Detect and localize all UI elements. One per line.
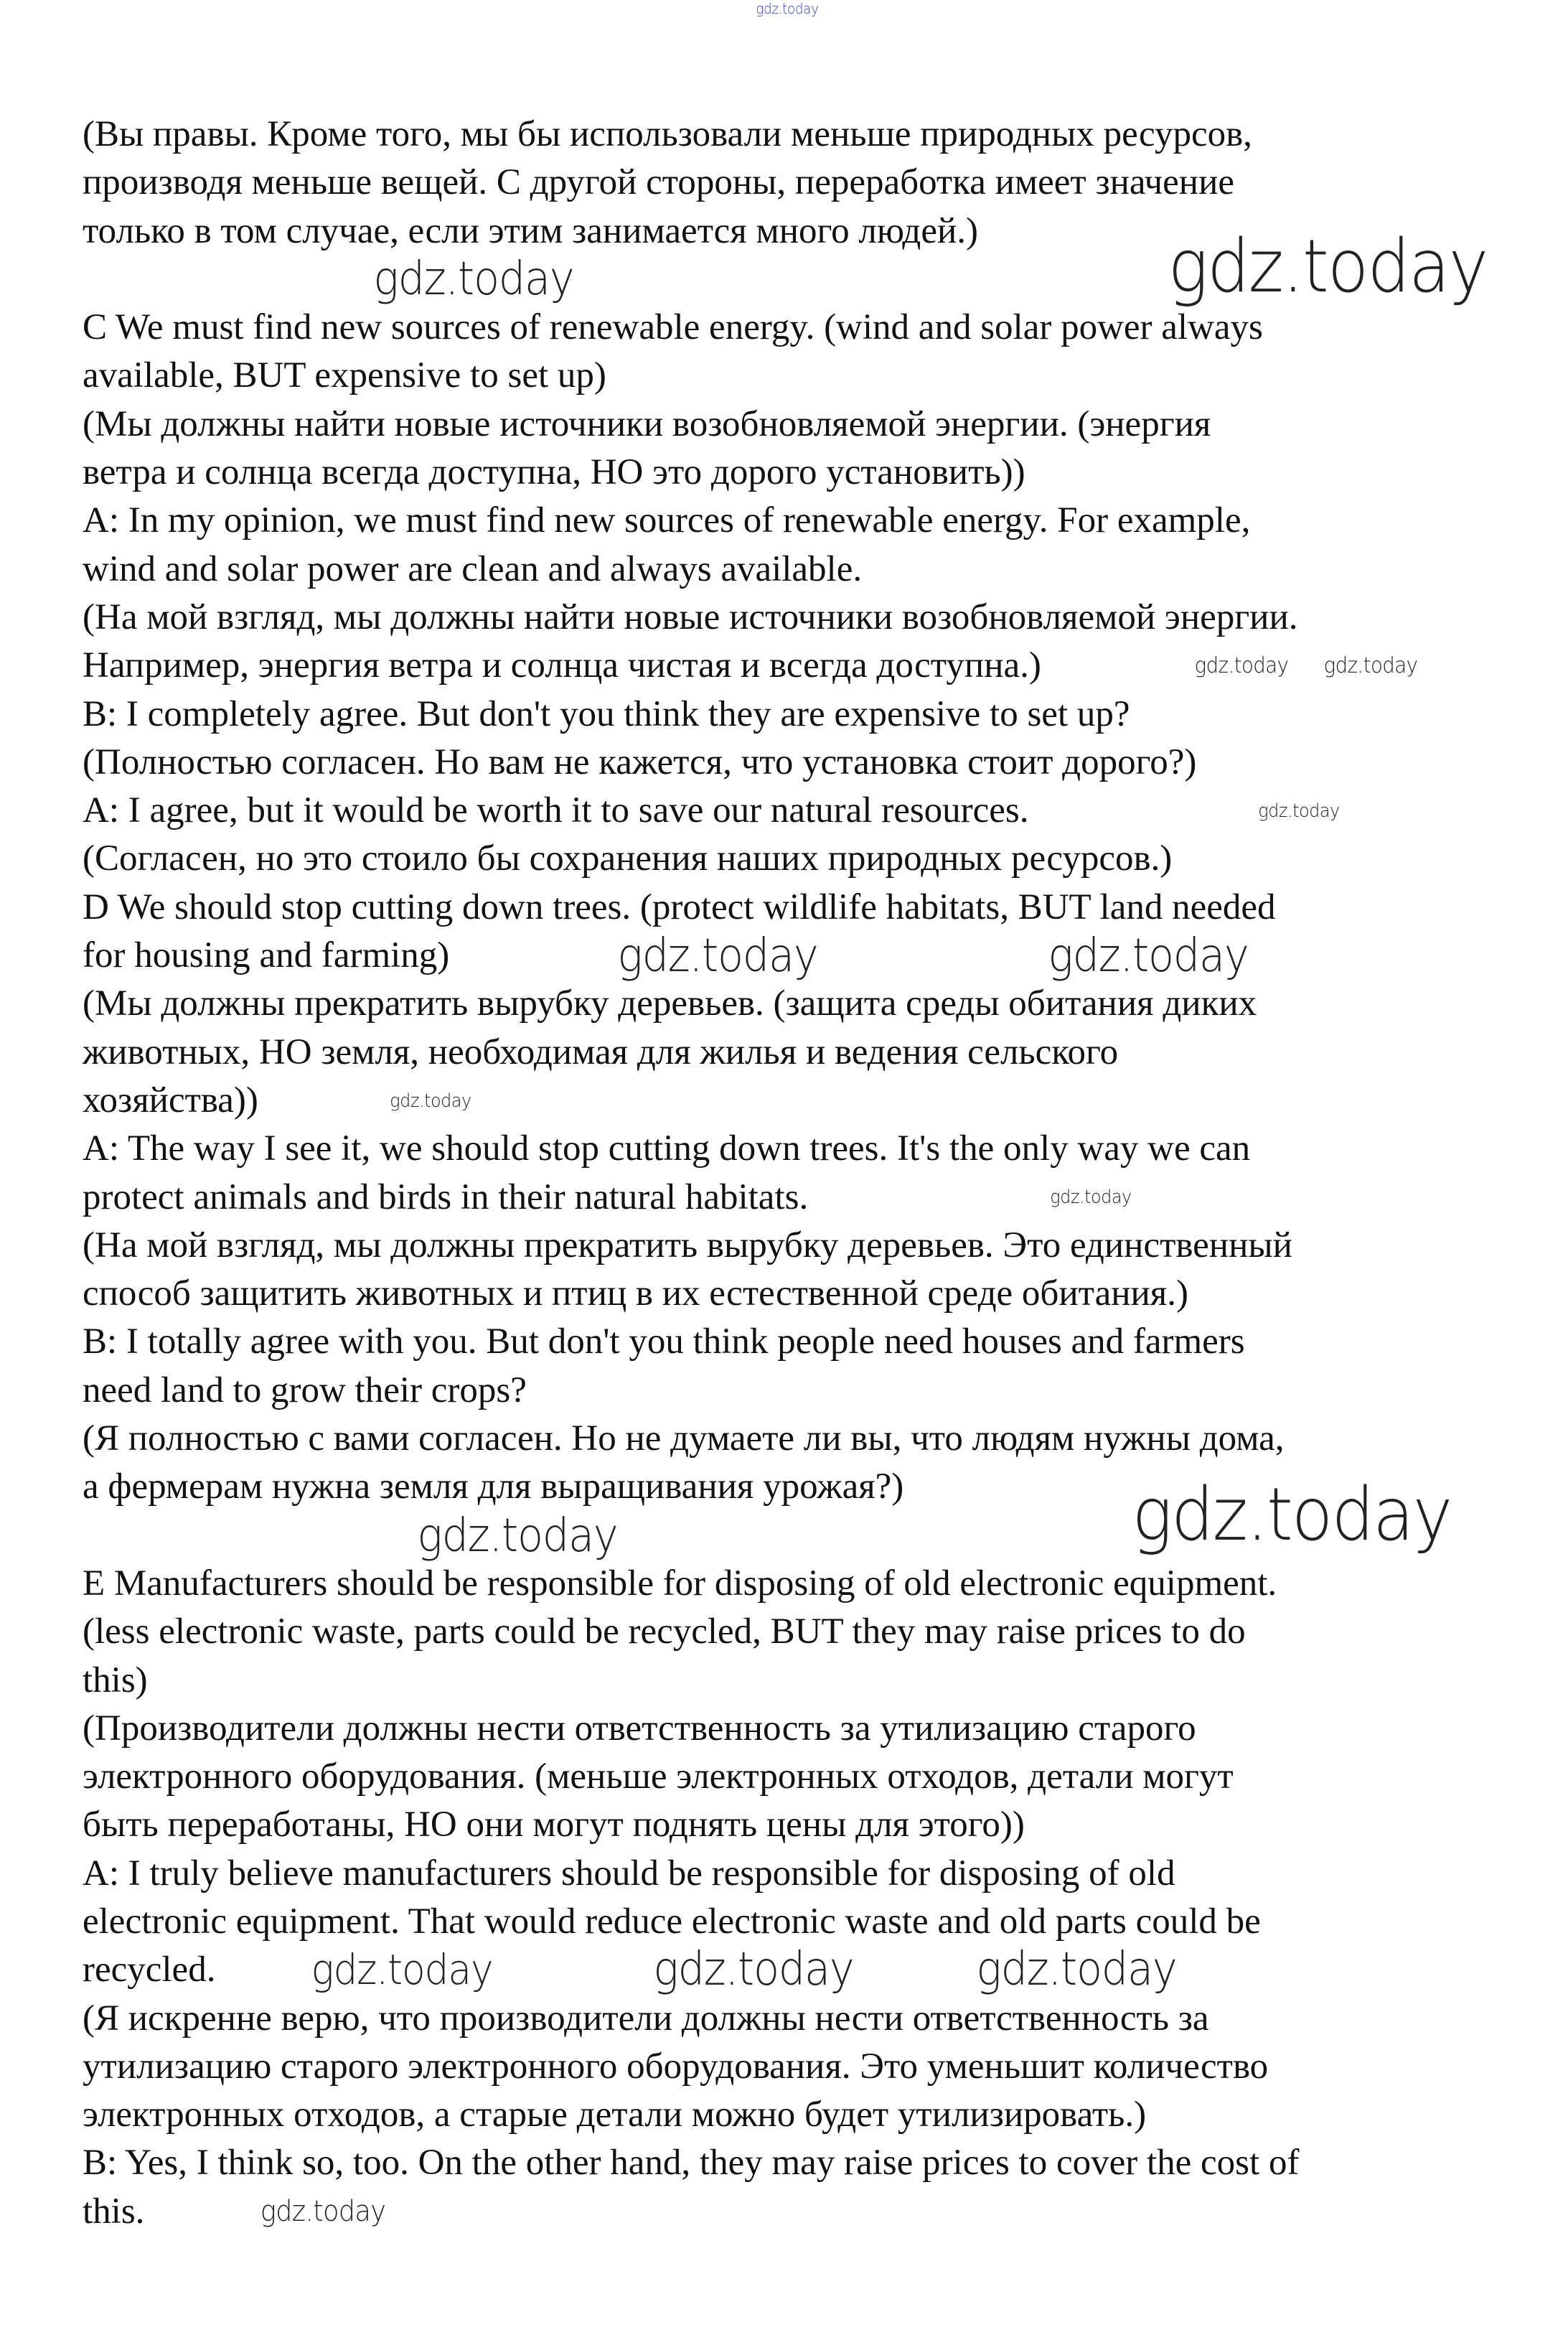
text-line: (Согласен, но это стоило бы сохранения наших природных ресурсов.)	[83, 838, 1173, 879]
watermark: gdz.today	[1168, 224, 1488, 309]
watermark: gdz.today	[1323, 653, 1418, 678]
text-line: protect animals and birds in their natural habitats.	[83, 1176, 809, 1217]
text-line: (Я искренне верю, что производители должны нести ответственность за	[83, 1998, 1209, 2039]
watermark: gdz.today	[1258, 800, 1340, 822]
text-line: (На мой взгляд, мы должны прекратить вырубку деревьев. Это единственный	[83, 1225, 1292, 1265]
text-line: recycled.	[83, 1950, 216, 1990]
watermark: gdz.today	[756, 0, 819, 17]
watermark: gdz.today	[373, 253, 574, 306]
text-line: available, BUT expensive to set up)	[83, 355, 606, 396]
text-line: (Полностью согласен. Но вам не кажется, что установка стоит дорого?)	[83, 741, 1197, 782]
text-line: B: I totally agree with you. But don't you think people need houses and farmers	[83, 1321, 1245, 1362]
text-line: производя меньше вещей. С другой стороны, переработка имеет значение	[83, 162, 1235, 203]
watermark: gdz.today	[1050, 1186, 1132, 1208]
text-line: Например, энергия ветра и солнца чистая и всегда доступна.)	[83, 645, 1041, 686]
text-line: электронного оборудования. (меньше электронных отходов, детали могут	[83, 1756, 1234, 1797]
text-line: ветра и солнца всегда доступна, НО это дорого установить))	[83, 452, 1025, 493]
text-line: электронных отходов, а старые детали можно будет утилизировать.)	[83, 2094, 1147, 2135]
watermark: gdz.today	[1048, 930, 1249, 983]
text-line: wind and solar power are clean and always available.	[83, 548, 863, 589]
watermark: gdz.today	[1194, 653, 1289, 678]
text-line: B: I completely agree. But don't you think they are expensive to set up?	[83, 693, 1130, 734]
text-line: A: The way I see it, we should stop cutting down trees. It's the only way we can	[83, 1128, 1251, 1169]
text-line: B: Yes, I think so, too. On the other hand, they may raise prices to cover the cost of	[83, 2143, 1300, 2183]
text-line: (Мы должны найти новые источники возобновляемой энергии. (энергия	[83, 403, 1211, 444]
text-line: A: I agree, but it would be worth it to save our natural resources.	[83, 790, 1029, 831]
text-line: только в том случае, если этим занимается много людей.)	[83, 210, 978, 251]
watermark: gdz.today	[653, 1943, 854, 1996]
text-line: A: In my opinion, we must find new sources of renewable energy. For example,	[83, 500, 1251, 541]
text-line: (На мой взгляд, мы должны найти новые источники возобновляемой энергии.	[83, 596, 1298, 637]
text-line: E Manufacturers should be responsible for disposing of old electronic equipment.	[83, 1563, 1277, 1604]
text-line: (less electronic waste, parts could be recycled, BUT they may raise prices to do	[83, 1611, 1246, 1652]
text-line: D We should stop cutting down trees. (protect wildlife habitats, BUT land needed	[83, 886, 1276, 927]
text-line: for housing and farming)	[83, 935, 450, 976]
text-line: this)	[83, 1660, 148, 1700]
text-line: утилизацию старого электронного оборудования. Это уменьшит количество	[83, 2046, 1269, 2087]
watermark: gdz.today	[1132, 1472, 1452, 1558]
text-line: (Мы должны прекратить вырубку деревьев. (защита среды обитания диких	[83, 983, 1257, 1024]
watermark: gdz.today	[417, 1509, 618, 1563]
document-body	[83, 111, 1532, 2236]
text-line: хозяйства))	[83, 1080, 258, 1120]
text-line: A: I truly believe manufacturers should be responsible for disposing of old	[83, 1853, 1175, 1894]
text-line: животных, НО земля, необходимая для жилья и ведения сельского	[83, 1031, 1119, 1072]
watermark: gdz.today	[976, 1943, 1177, 1996]
text-line: electronic equipment. That would reduce electronic waste and old parts could be	[83, 1901, 1261, 1942]
watermark: gdz.today	[390, 1090, 471, 1112]
text-line: (Я полностью с вами согласен. Но не думаете ли вы, что людям нужны дома,	[83, 1418, 1285, 1459]
text-line: this.	[83, 2191, 145, 2232]
text-line: способ защитить животных и птиц в их естественной среде обитания.)	[83, 1273, 1188, 1314]
text-line: (Производители должны нести ответственность за утилизацию старого	[83, 1708, 1196, 1749]
watermark: gdz.today	[260, 2195, 386, 2228]
watermark: gdz.today	[617, 930, 818, 983]
text-line: а фермерам нужна земля для выращивания урожая?)	[83, 1466, 904, 1507]
text-line: быть переработаны, НО они могут поднять цены для этого))	[83, 1805, 1025, 1845]
text-line: need land to grow their crops?	[83, 1370, 527, 1410]
watermark: gdz.today	[311, 1945, 493, 1994]
text-line: C We must find new sources of renewable energy. (wind and solar power always	[83, 307, 1263, 348]
text-line: (Вы правы. Кроме того, мы бы использовали меньше природных ресурсов,	[83, 114, 1252, 154]
